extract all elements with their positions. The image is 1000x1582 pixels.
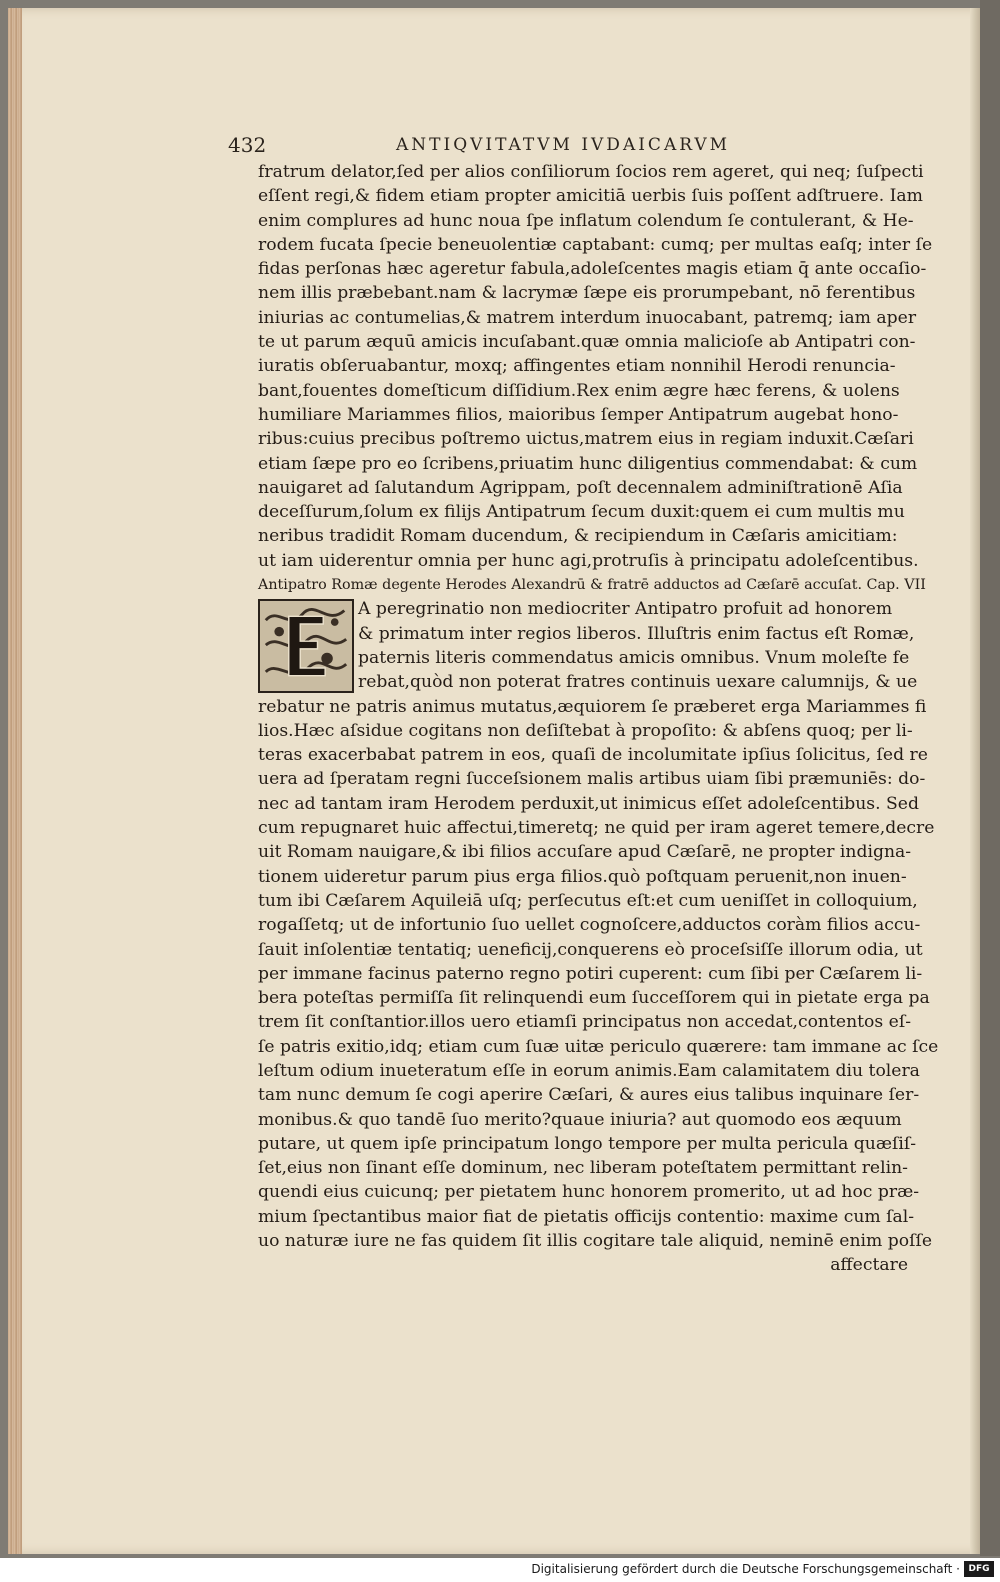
text-line: & primatum inter regios liberos. Illuſtris enim factus eſt Romæ, bbox=[358, 623, 915, 644]
text-line: ſe patris exitio,idq; etiam cum ſuæ uitæ periculo quærere: tam immane ac ſce bbox=[258, 1036, 939, 1057]
text-line: cum repugnaret huic affectui,timeretq; ne quid per iram ageret temere,decre bbox=[258, 818, 935, 839]
decorated-initial-e-icon bbox=[258, 599, 354, 693]
text-line: putare, ut quem ipſe principatum longo tempore per multa pericula quæſiſ- bbox=[258, 1133, 917, 1154]
page-edge bbox=[8, 8, 22, 1554]
text-line: te ut parum æquū amicis incuſabant.quæ omnia malicioſe ab Antipatri con- bbox=[258, 332, 916, 353]
catchword: affectare bbox=[830, 1255, 908, 1276]
dfg-logo: DFG bbox=[964, 1561, 994, 1577]
paragraph-2 bbox=[258, 695, 939, 1254]
text-line: ribus:cuius precibus poſtremo uictus,matrem eius in regiam induxit.Cæſari bbox=[258, 429, 914, 450]
text-line: tum ibi Cæſarem Aquileiā uſq; perſecutus eſt:et cum ueniſſet in colloquium, bbox=[258, 890, 918, 911]
text-line: ut iam uiderentur omnia per hunc agi,protruſis à principatu adoleſcentibus. bbox=[258, 550, 919, 571]
text-line: tionem uideretur parum pius erga filios.quò poſtquam peruenit,non inuen- bbox=[258, 866, 907, 887]
text-line: rodem fucata ſpecie beneuolentiæ captabant: cumq; per multas eaſq; inter ſe bbox=[258, 234, 933, 255]
text-line: iniurias ac contumelias,& matrem interdum inuocabant, patremq; iam aper bbox=[258, 307, 917, 328]
paragraph-1 bbox=[258, 160, 933, 573]
text-line: fratrum delator,ſed per alios conſiliorum ſocios rem ageret, qui neq; ſuſpecti bbox=[258, 162, 924, 182]
text-line: nauigaret ad ſalutandum Agrippam, poſt decennalem adminiſtrationē Aſia bbox=[258, 477, 903, 498]
book-spine bbox=[980, 0, 1000, 1556]
text-line: rogaſſetq; ut de infortunio ſuo uellet cognoſcere,adductos coràm filios accu- bbox=[258, 915, 921, 936]
text-line: nem illis præbebant.nam & lacrymæ ſæpe eis prorumpebant, nō ferentibus bbox=[258, 283, 916, 304]
text-line: per immane facinus paterno regno potiri cuperent: cum ſibi per Cæſarem li- bbox=[258, 963, 923, 984]
text-block bbox=[258, 160, 939, 1278]
text-line: uit Romam nauigare,& ibi filios accuſare apud Cæſarē, ne propter indigna- bbox=[258, 842, 912, 863]
text-line: nec ad tantam iram Herodem perduxit,ut inimicus eſſet adoleſcentibus. Sed bbox=[258, 793, 919, 814]
text-line: rebat,quòd non poterat fratres continuis uexare calumnijs, & ue bbox=[358, 672, 918, 693]
text-line: etiam ſæpe pro eo ſcribens,priuatim hunc diligentius commendabat: & cum bbox=[258, 453, 918, 474]
text-line: iuratis obſeruabantur, moxq; affingentes etiam nonnihil Herodi renuncia- bbox=[258, 356, 896, 377]
running-head bbox=[228, 133, 818, 159]
page-number: 432 bbox=[228, 133, 267, 157]
text-line: A peregrinatio non mediocriter Antipatro profuit ad honorem bbox=[358, 599, 893, 620]
text-line: eſſent regi,& fidem etiam propter amicitiā uerbis ſuis poſſent adſtruere. Iam bbox=[258, 186, 923, 207]
text-line: quendi eius cuicunq; per pietatem hunc honorem promerito, ut ad hoc præ- bbox=[258, 1182, 920, 1203]
text-line: ſet,eius non ſinant eſſe dominum, nec liberam poteſtatem permittant relin- bbox=[258, 1158, 908, 1179]
text-line: trem ſit conſtantior.illos uero etiamſi principatus non accedat,contentos eſ- bbox=[258, 1012, 912, 1033]
running-head-title: ANTIQVITATVM IVDAICARVM bbox=[396, 135, 731, 155]
page-gutter bbox=[970, 8, 980, 1554]
text-line: ſauit inſolentiæ tentatiq; ueneficij,conquerens eò proceſsiſſe illorum odia, ut bbox=[258, 939, 923, 960]
text-line: uera ad ſperatam regni ſucceſsionem malis artibus uiam ſibi præmuniēs: do- bbox=[258, 769, 926, 790]
text-line: teras exacerbabat patrem in eos, quaſi de incolumitate ipſius ſolicitus, ſed re bbox=[258, 745, 928, 766]
text-line: uo naturæ iure ne fas quidem ſit illis cogitare tale aliquid, neminē enim poſſe bbox=[258, 1231, 933, 1252]
text-line: mium ſpectantibus maior fiat de pietatis officijs contentio: maxime cum ſal- bbox=[258, 1206, 915, 1227]
dropcap-paragraph bbox=[258, 597, 918, 694]
digitization-credit: Digitalisierung gefördert durch die Deutsche Forschungsgemeinschaft · bbox=[531, 1562, 960, 1576]
text-line: rebatur ne patris animus mutatus,æquiorem ſe præberet erga Mariammes fi bbox=[258, 696, 927, 717]
text-line: tam nunc demum ſe cogi aperire Cæſari, & aures eius talibus inquinare ſer- bbox=[258, 1085, 920, 1106]
text-line: neribus tradidit Romam ducendum, & recipiendum in Cæſaris amicitiam: bbox=[258, 526, 898, 547]
text-line: bant,fouentes domeſticum diſſidium.Rex enim ægre hæc ferens, & uolens bbox=[258, 380, 900, 401]
text-line: fidas perſonas hæc ageretur fabula,adoleſcentes magis etiam q̄ ante occaſio- bbox=[258, 259, 927, 280]
text-line: humiliare Mariammes filios, maioribus ſemper Antipatrum augebat hono- bbox=[258, 404, 899, 425]
text-line: enim complures ad hunc noua ſpe inflatum colendum ſe contulerant, & He- bbox=[258, 210, 914, 231]
text-line: paternis literis commendatus amicis omnibus. Vnum moleſte fe bbox=[358, 647, 910, 668]
text-line: monibus.& quo tandē ſuo merito?quaue iniuria? aut quomodo eos æquum bbox=[258, 1109, 902, 1130]
text-line: lios.Hæc aſsidue cogitans non deſiſtebat à propoſito: & abſens quoq; per li- bbox=[258, 720, 913, 741]
text-line: leſtum odium inueteratum eſſe in eorum animis.Eam calamitatem diu tolera bbox=[258, 1060, 920, 1081]
text-line: deceſſurum,ſolum ex filijs Antipatrum ſecum duxit:quem ei cum multis mu bbox=[258, 502, 905, 523]
text-line: bera poteſtas permiſſa ſit relinquendi eum ſucceſſorem qui in pietate erga pa bbox=[258, 988, 930, 1009]
chapter-heading: Antipatro Romæ degente Herodes Alexandrū & fratrē adductos ad Cæſarē accuſat. Cap. VII bbox=[258, 577, 926, 594]
